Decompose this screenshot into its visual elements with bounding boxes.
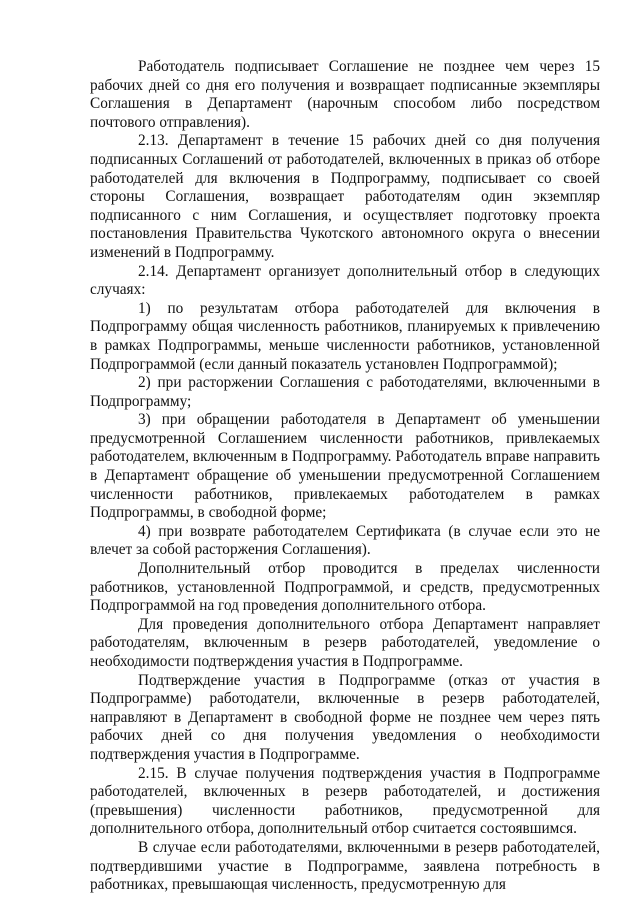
paragraph-2-15: 2.15. В случае получения подтверждения участия в Подпрограмме работодателей, включенных в резерв работодателей, и достижения (превышения) численности работников, предусмотренной для дополнительного отбора, дополнительный отбор считается состоявшимся. <box>90 764 600 838</box>
list-item-4: 4) при возврате работодателем Сертификата (в случае если это не влечет за собой расторжения Соглашения). <box>90 522 600 559</box>
paragraph-employer-signing: Работодатель подписывает Соглашение не позднее чем через 15 рабочих дней со дня его получения и возвращает подписанные экземпляры Соглашения в Департамент (нарочным способом либо посредством почтового отправления). <box>90 58 600 131</box>
paragraph-excess-demand: В случае если работодателями, включенными в резерв работодателей, подтвердившими участие в Подпрограмме, заявлена потребность в работниках, превышающая численность, предусмотренную для <box>90 838 600 894</box>
paragraph-2-13: 2.13. Департамент в течение 15 рабочих дней со дня получения подписанных Соглашений от работодателей, включенных в приказ об отборе работодателей для включения в Подпрограмму, подписывает со своей стороны Соглашения, возвращает работодателям один экземпляр подписанного с ним Соглашения, и осуществляет подготовку проекта постановления Правительства Чукотского автономного округа о внесении изменений в Подпрограмму. <box>90 132 600 261</box>
paragraph-confirmation: Подтверждение участия в Подпрограмме (отказ от участия в Подпрограмме) работодатели, включенные в резерв работодателей, направляют в Департамент в свободной форме не позднее чем через пять рабочих дней со дня получения уведомления о необходимости подтверждения участия в Подпрограмме. <box>90 671 600 763</box>
list-item-3: 3) при обращении работодателя в Департамент об уменьшении предусмотренной Соглашением численности работников, привлекаемых работодателем, включенным в Подпрограмму. Работодатель вправе направить в Департамент обращение об уменьшении предусмотренной Соглашением численности работников, привлекаемых работодателем в рамках Подпрограммы, в свободной форме; <box>90 411 600 522</box>
list-item-1: 1) по результатам отбора работодателей для включения в Подпрограмму общая численность работников, планируемых к привлечению в рамках Подпрограммы, меньше численности работников, установленной Подпрограммой (если данный показатель установлен Подпрограммой); <box>90 299 600 373</box>
document-page <box>90 58 600 895</box>
paragraph-additional-selection: Дополнительный отбор проводится в пределах численности работников, установленной Подпрограммой, и средств, предусмотренных Подпрограммой на год проведения дополнительного отбора. <box>90 560 600 615</box>
list-item-2: 2) при расторжении Соглашения с работодателями, включенными в Подпрограмму; <box>90 374 600 410</box>
paragraph-notification: Для проведения дополнительного отбора Департамент направляет работодателям, включенным в резерв работодателей, уведомление о необходимости подтверждения участия в Подпрограмме. <box>90 615 600 670</box>
paragraph-2-14: 2.14. Департамент организует дополнительный отбор в следующих случаях: <box>90 262 600 299</box>
